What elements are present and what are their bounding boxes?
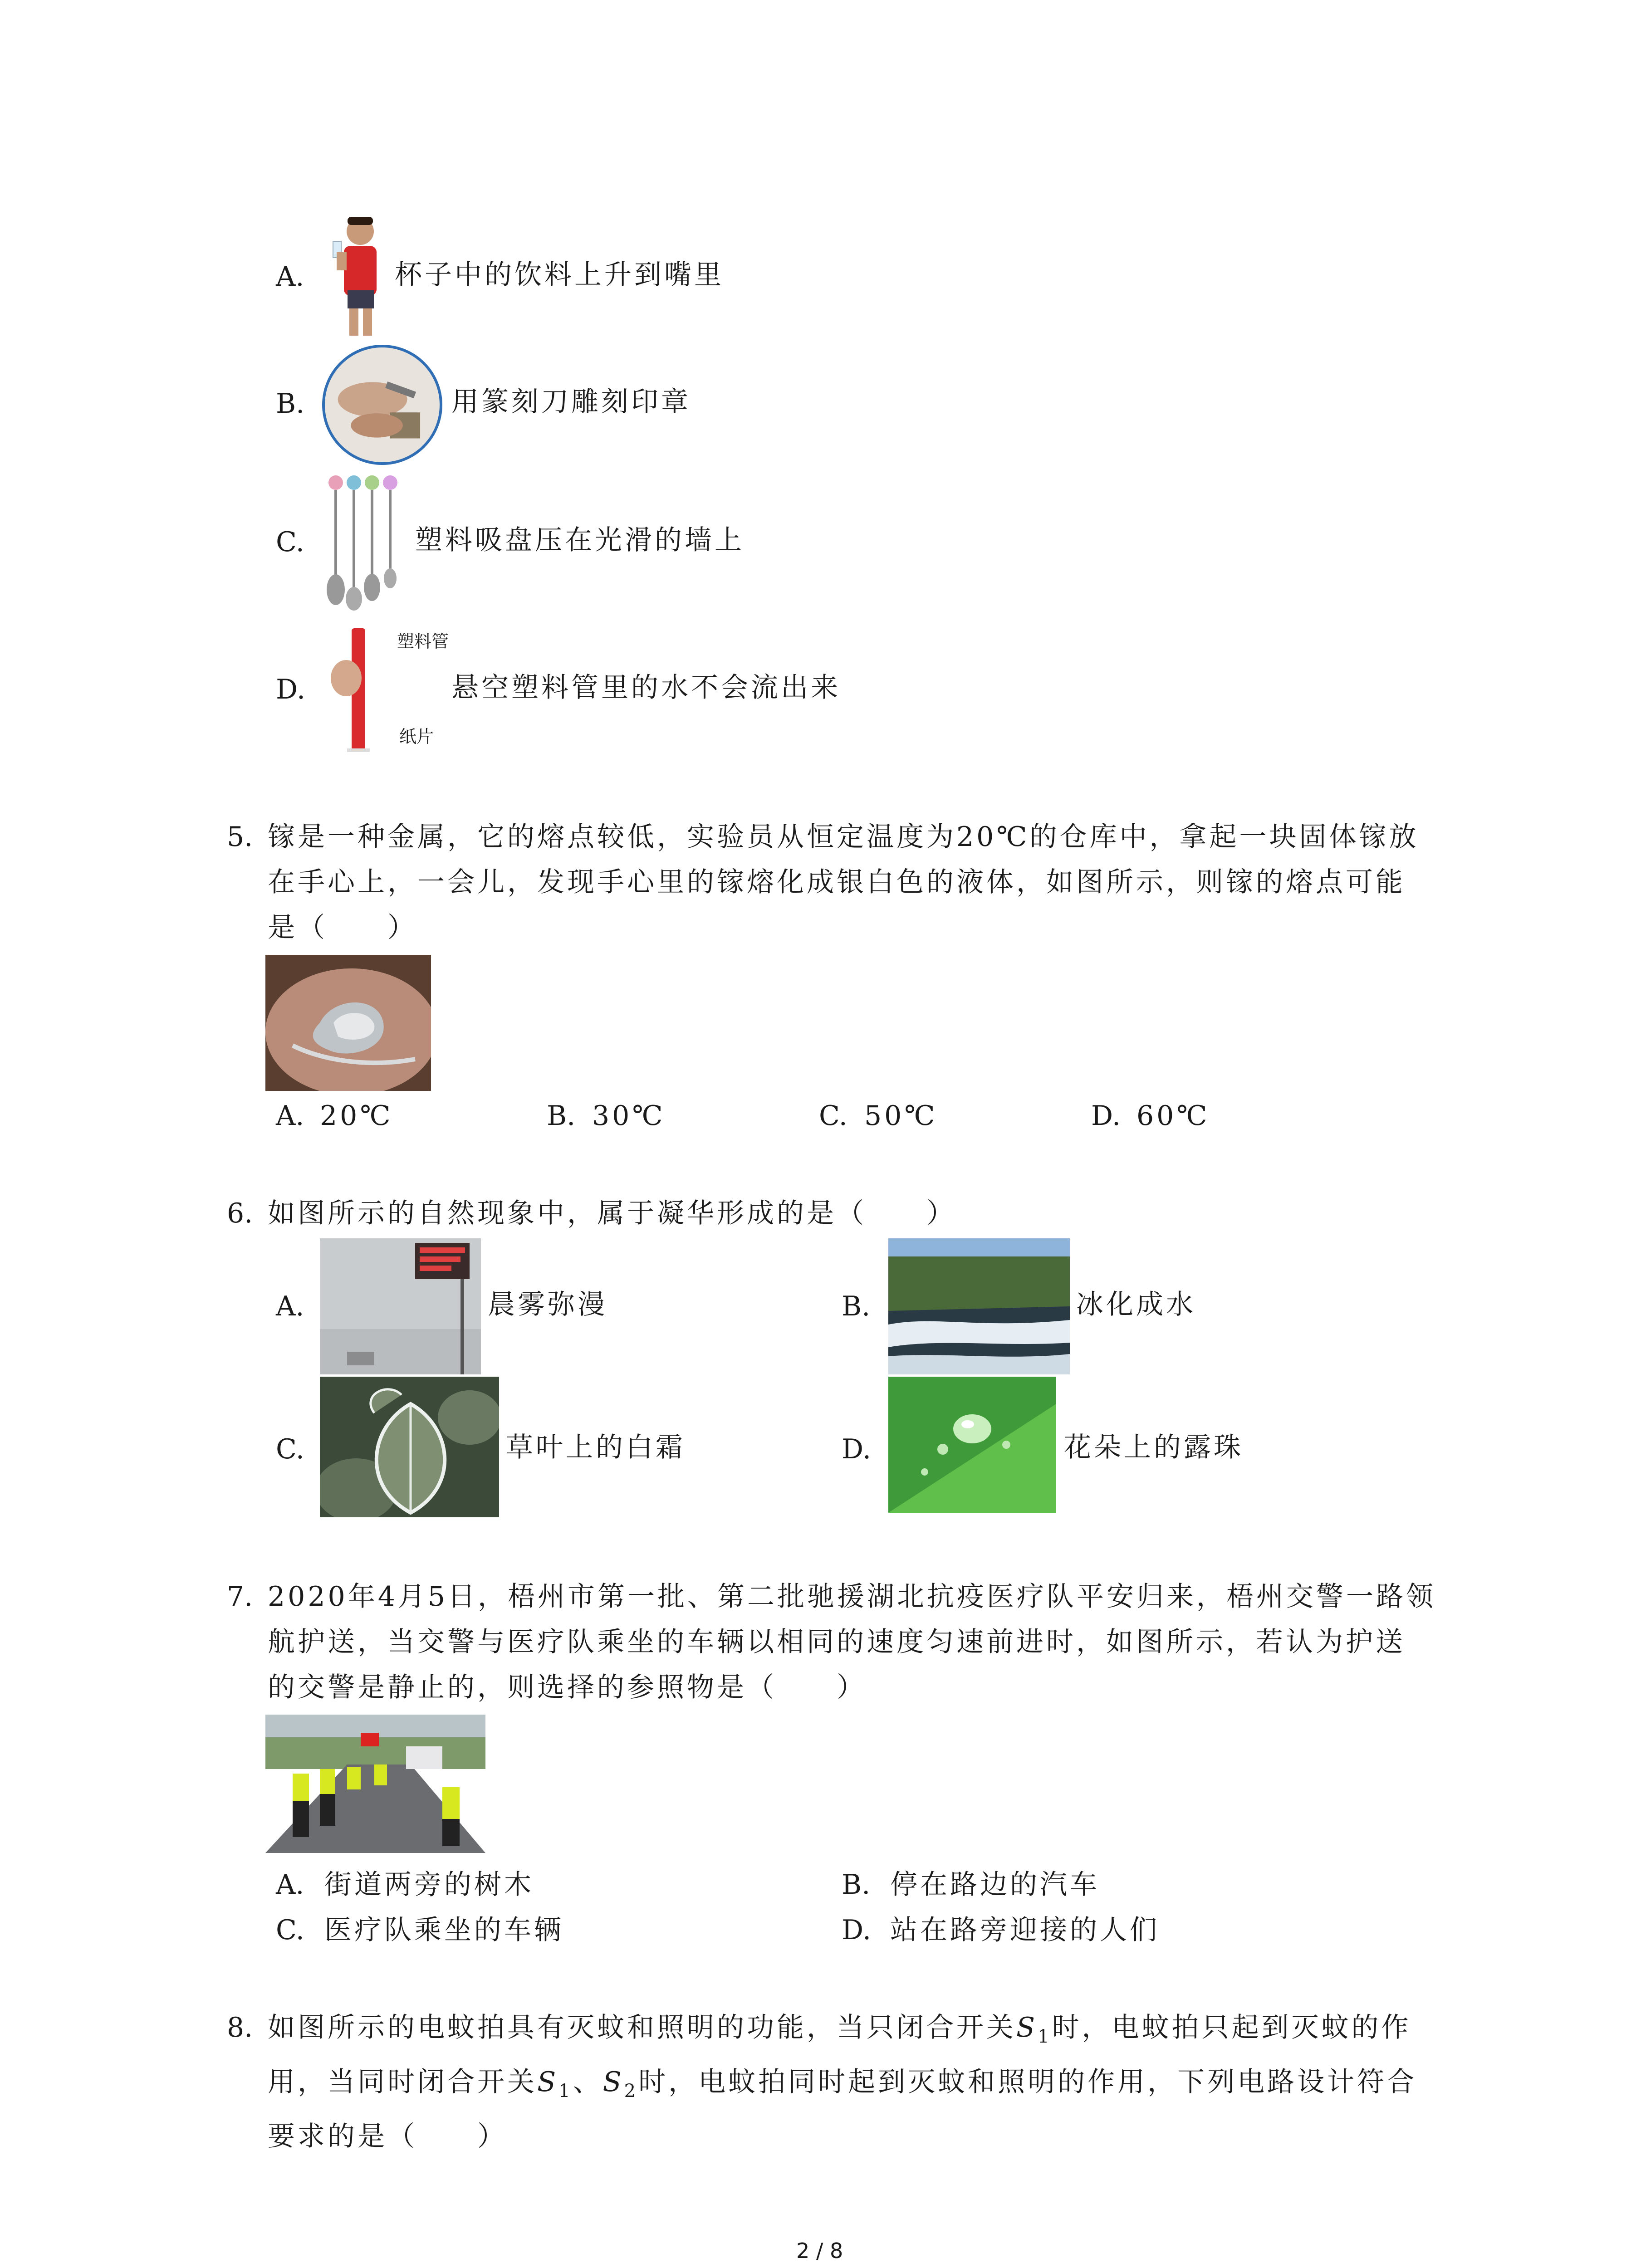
option-letter: B.: [276, 388, 305, 420]
question-line: 2020年4月5日，梧州市第一批、第二批驰援湖北抗疫医疗队平安归来，梧州交警一路领: [268, 1581, 1436, 1613]
option-letter: A.: [276, 1100, 304, 1132]
question-line: 的交警是静止的，则选择的参照物是（ ）: [268, 1672, 867, 1703]
option-letter: C.: [819, 1100, 847, 1132]
melting-ice-photo: [888, 1238, 1070, 1374]
question-line: 航护送，当交警与医疗队乘坐的车辆以相同的速度匀速前进时，如图所示，若认为护送: [268, 1626, 1406, 1658]
question-line: 在手心上，一会儿，发现手心里的镓熔化成银白色的液体，如图所示，则镓的熔点可能: [268, 866, 1406, 898]
q8-line2-part: 时，电蚊拍同时起到灭蚊和照明的作用，下列电路设计符合: [638, 2066, 1417, 2098]
question-line: 要求的是（ ）: [268, 2121, 507, 2152]
option-letter: D.: [276, 674, 306, 705]
switch-s1-subscript: 1: [1038, 2026, 1052, 2047]
option-letter: A.: [276, 1290, 304, 1322]
option-c[interactable]: 50℃: [864, 1100, 938, 1132]
option-text: 塑料吸盘压在光滑的墙上: [415, 524, 745, 556]
switch-s1-subscript: 1: [558, 2081, 573, 2102]
option-text: 用篆刻刀雕刻印章: [451, 386, 691, 418]
q8-separator: 、: [573, 2066, 603, 2098]
option-d[interactable]: 站在路旁迎接的人们: [890, 1914, 1160, 1946]
option-letter: D.: [1091, 1100, 1121, 1132]
q8-line2-part: 用，当同时闭合开关: [268, 2066, 537, 2098]
fog-photo: [320, 1238, 481, 1374]
question-number: 5.: [227, 821, 253, 853]
question-line: 如图所示的自然现象中，属于凝华形成的是（ ）: [268, 1198, 956, 1229]
gallium-in-hand-photo: [265, 955, 431, 1091]
police-escort-photo: [265, 1715, 485, 1853]
switch-s1-symbol: S: [537, 2066, 559, 2098]
plastic-tube-icon: [324, 624, 392, 755]
suction-hooks-icon: [322, 472, 406, 612]
switch-s2-subscript: 2: [624, 2081, 639, 2102]
page-number: 2 / 8: [796, 2239, 843, 2263]
option-letter: D.: [842, 1914, 872, 1946]
option-text: 草叶上的白霜: [506, 1432, 686, 1463]
question-number: 8.: [227, 2012, 253, 2043]
option-letter: B.: [547, 1100, 576, 1132]
option-b[interactable]: 停在路边的汽车: [890, 1869, 1100, 1901]
option-a[interactable]: 20℃: [320, 1100, 393, 1132]
dew-drop-photo: [888, 1377, 1056, 1513]
option-b[interactable]: 30℃: [592, 1100, 666, 1132]
frost-leaf-photo: [320, 1377, 499, 1517]
boy-drinking-icon: [328, 213, 391, 340]
question-line: [268, 2068, 1417, 2100]
option-letter: C.: [276, 1914, 304, 1946]
q8-line1-part: 时，电蚊拍只起到灭蚊的作: [1052, 2012, 1411, 2043]
option-text: 花朵上的露珠: [1064, 1432, 1244, 1463]
option-text: 杯子中的饮料上升到嘴里: [395, 259, 724, 291]
question-line: [268, 2014, 1411, 2046]
option-text: 晨雾弥漫: [488, 1289, 607, 1320]
question-line: 镓是一种金属，它的熔点较低，实验员从恒定温度为20℃的仓库中，拿起一块固体镓放: [268, 821, 1419, 853]
option-text: 冰化成水: [1076, 1289, 1196, 1320]
option-letter: B.: [842, 1869, 871, 1901]
option-letter: C.: [276, 1433, 304, 1465]
switch-s2-symbol: S: [603, 2066, 624, 2098]
tube-label: 塑料管: [397, 631, 449, 651]
option-text: 悬空塑料管里的水不会流出来: [451, 672, 841, 704]
question-number: 6.: [227, 1198, 253, 1229]
option-letter: C.: [276, 526, 304, 558]
question-number: 7.: [227, 1581, 253, 1613]
option-letter: A.: [276, 261, 304, 293]
option-letter: D.: [842, 1433, 872, 1465]
seal-carving-icon: [322, 345, 442, 465]
question-line: 是（ ）: [268, 912, 417, 943]
option-a[interactable]: 街道两旁的树木: [324, 1869, 534, 1901]
paper-label: 纸片: [399, 727, 434, 747]
option-letter: B.: [842, 1290, 871, 1322]
switch-s1-symbol: S: [1016, 2012, 1038, 2043]
option-letter: A.: [276, 1869, 304, 1901]
option-d[interactable]: 60℃: [1136, 1100, 1210, 1132]
option-c[interactable]: 医疗队乘坐的车辆: [324, 1914, 564, 1946]
q8-line1-part: 如图所示的电蚊拍具有灭蚊和照明的功能，当只闭合开关: [268, 2012, 1016, 2043]
